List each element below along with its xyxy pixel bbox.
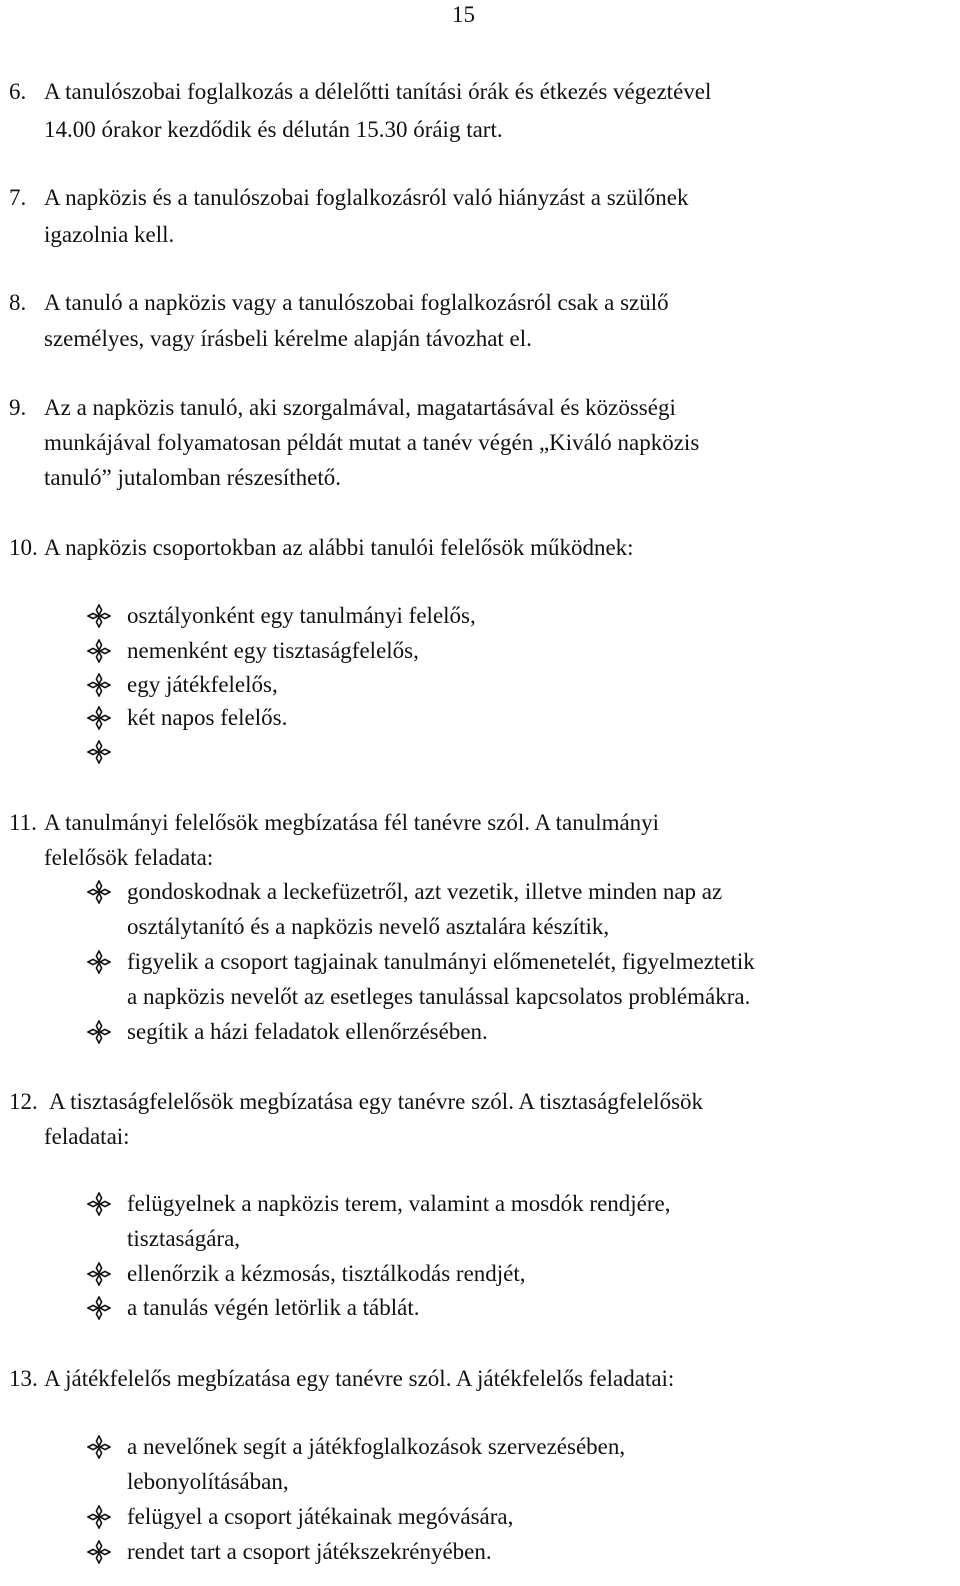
four-diamond-bullet-icon <box>87 1020 115 1046</box>
item-number: 8. <box>9 290 27 315</box>
item-number: 7. <box>9 185 27 210</box>
bullet-text: osztályonként egy tanulmányi felelős, <box>127 603 476 628</box>
bullet-text: egy játékfelelős, <box>127 672 278 697</box>
bullet-text: nemenként egy tisztaságfelelős, <box>127 638 419 663</box>
item-text-line: Az a napközis tanuló, aki szorgalmával, magatartásával és közösségi <box>44 395 676 420</box>
item-text-line: felelősök feladata: <box>44 845 214 870</box>
item-text-line: munkájával folyamatosan példát mutat a tanév végén „Kiváló napközis <box>44 430 700 455</box>
bullet-text: tisztaságára, <box>127 1226 241 1251</box>
item-number: 9. <box>9 395 27 420</box>
bullet-text: rendet tart a csoport játékszekrényében. <box>127 1539 492 1564</box>
item-text-line: A napközis csoportokban az alábbi tanulói felelősök működnek: <box>44 535 634 560</box>
bullet-text: a nevelőnek segít a játékfoglalkozások szervezésében, <box>127 1434 626 1459</box>
four-diamond-bullet-icon <box>87 1296 115 1322</box>
four-diamond-bullet-icon <box>87 1192 115 1218</box>
item-number: 12. <box>9 1089 38 1114</box>
four-diamond-bullet-icon <box>87 639 115 665</box>
item-text-line: A tisztaságfelelősök megbízatása egy tanévre szól. A tisztaságfelelősök <box>49 1089 704 1114</box>
four-diamond-bullet-icon <box>87 950 115 976</box>
item-text-line: A játékfelelős megbízatása egy tanévre szól. A játékfelelős feladatai: <box>44 1366 675 1391</box>
bullet-text: felügyelnek a napközis terem, valamint a mosdók rendjére, <box>127 1191 671 1216</box>
four-diamond-bullet-icon <box>87 706 115 732</box>
item-text-line: A tanulmányi felelősök megbízatása fél tanévre szól. A tanulmányi <box>44 810 660 835</box>
item-text-line: személyes, vagy írásbeli kérelme alapján távozhat el. <box>44 326 532 351</box>
four-diamond-bullet-icon <box>87 1262 115 1288</box>
bullet-text: gondoskodnak a leckefüzetről, azt vezetik, illetve minden nap az <box>127 879 723 904</box>
item-text-line: 14.00 órakor kezdődik és délután 15.30 óráig tart. <box>44 117 503 142</box>
four-diamond-bullet-icon <box>87 740 115 766</box>
four-diamond-bullet-icon <box>87 604 115 630</box>
bullet-text: lebonyolításában, <box>127 1469 289 1494</box>
bullet-text: figyelik a csoport tagjainak tanulmányi előmenetelét, figyelmeztetik <box>127 949 755 974</box>
bullet-text: két napos felelős. <box>127 705 288 730</box>
item-text-line: A napközis és a tanulószobai foglalkozásról való hiányzást a szülőnek <box>44 185 689 210</box>
item-text-line: feladatai: <box>44 1124 130 1149</box>
item-number: 6. <box>9 79 27 104</box>
item-text-line: igazolnia kell. <box>44 222 175 247</box>
four-diamond-bullet-icon <box>87 1435 115 1461</box>
page-number: 15 <box>452 2 475 27</box>
item-text-line: A tanuló a napközis vagy a tanulószobai foglalkozásról csak a szülő <box>44 290 669 315</box>
bullet-text: felügyel a csoport játékainak megóvására, <box>127 1504 514 1529</box>
item-number: 13. <box>9 1366 38 1391</box>
four-diamond-bullet-icon <box>87 673 115 699</box>
bullet-text: ellenőrzik a kézmosás, tisztálkodás rendjét, <box>127 1261 526 1286</box>
four-diamond-bullet-icon <box>87 1505 115 1531</box>
bullet-text: a napközis nevelőt az esetleges tanulással kapcsolatos problémákra. <box>127 984 751 1009</box>
item-text-line: A tanulószobai foglalkozás a délelőtti tanítási órák és étkezés végeztével <box>44 79 712 104</box>
bullet-text: osztálytanító és a napközis nevelő asztalára készítik, <box>127 914 610 939</box>
four-diamond-bullet-icon <box>87 880 115 906</box>
bullet-text: segítik a házi feladatok ellenőrzésében. <box>127 1019 488 1044</box>
item-text-line: tanuló” jutalomban részesíthető. <box>44 465 341 490</box>
bullet-text: a tanulás végén letörlik a táblát. <box>127 1295 420 1320</box>
item-number: 10. <box>9 535 38 560</box>
item-number: 11. <box>9 810 37 835</box>
four-diamond-bullet-icon <box>87 1540 115 1566</box>
